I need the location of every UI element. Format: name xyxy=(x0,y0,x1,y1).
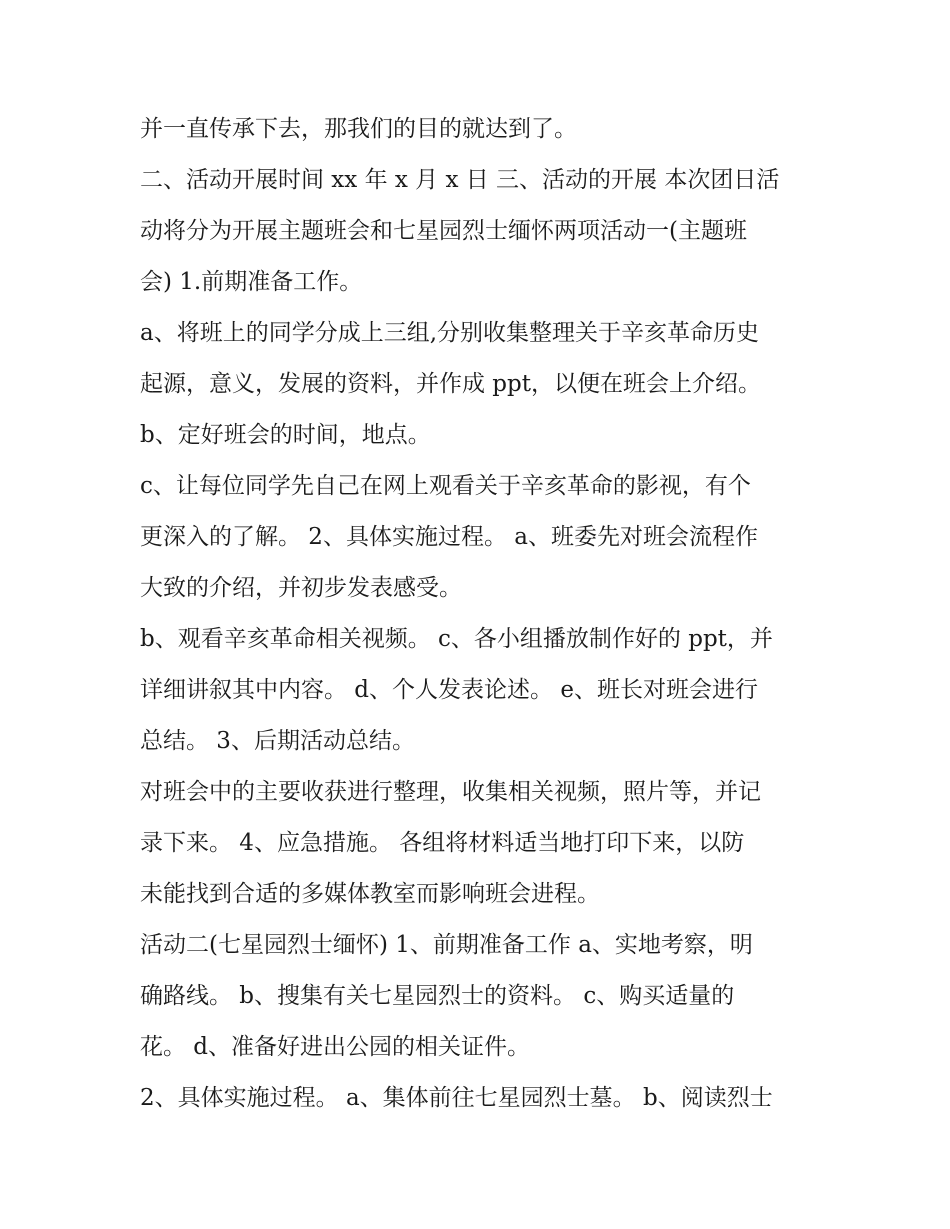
text-line: 二、活动开展时间 xx 年 x 月 x 日 三、活动的开展 本次团日活 xyxy=(140,167,780,193)
text-line: 大致的介绍，并初步发表感受。 xyxy=(140,575,462,601)
text-line: 起源，意义，发展的资料，并作成 ppt，以便在班会上介绍。 xyxy=(140,371,761,397)
text-line: 录下来。 4、应急措施。 各组将材料适当地打印下来，以防 xyxy=(140,830,745,856)
document-body xyxy=(140,104,820,1124)
text-line: 确路线。 b、搜集有关七星园烈士的资料。 c、购买适量的 xyxy=(140,983,735,1009)
text-line: 详细讲叙其中内容。 d、个人发表论述。 e、班长对班会进行 xyxy=(140,677,758,703)
text-line: 更深入的了解。 2、具体实施过程。 a、班委先对班会流程作 xyxy=(140,524,758,550)
text-line: 并一直传承下去，那我们的目的就达到了。 xyxy=(140,116,577,142)
text-line: 2、具体实施过程。 a、集体前往七星园烈士墓。 b、阅读烈士 xyxy=(140,1085,773,1111)
text-line: 活动二(七星园烈士缅怀) 1、前期准备工作 a、实地考察，明 xyxy=(140,932,753,958)
text-line: 花。 d、准备好进出公园的相关证件。 xyxy=(140,1034,531,1060)
text-line: 对班会中的主要收获进行整理，收集相关视频，照片等，并记 xyxy=(140,779,761,805)
text-line: c、让每位同学先自己在网上观看关于辛亥革命的影视，有个 xyxy=(140,473,751,499)
text-line: 总结。 3、后期活动总结。 xyxy=(140,728,415,754)
text-line: 会) 1.前期准备工作。 xyxy=(140,269,363,295)
text-line: a、将班上的同学分成上三组,分别收集整理关于辛亥革命历史 xyxy=(140,320,760,346)
text-line: b、定好班会的时间，地点。 xyxy=(140,422,431,448)
text-line: 未能找到合适的多媒体教室而影响班会进程。 xyxy=(140,881,600,907)
text-line: 动将分为开展主题班会和七星园烈士缅怀两项活动一(主题班 xyxy=(140,218,747,244)
text-line: b、观看辛亥革命相关视频。 c、各小组播放制作好的 ppt，并 xyxy=(140,626,773,652)
